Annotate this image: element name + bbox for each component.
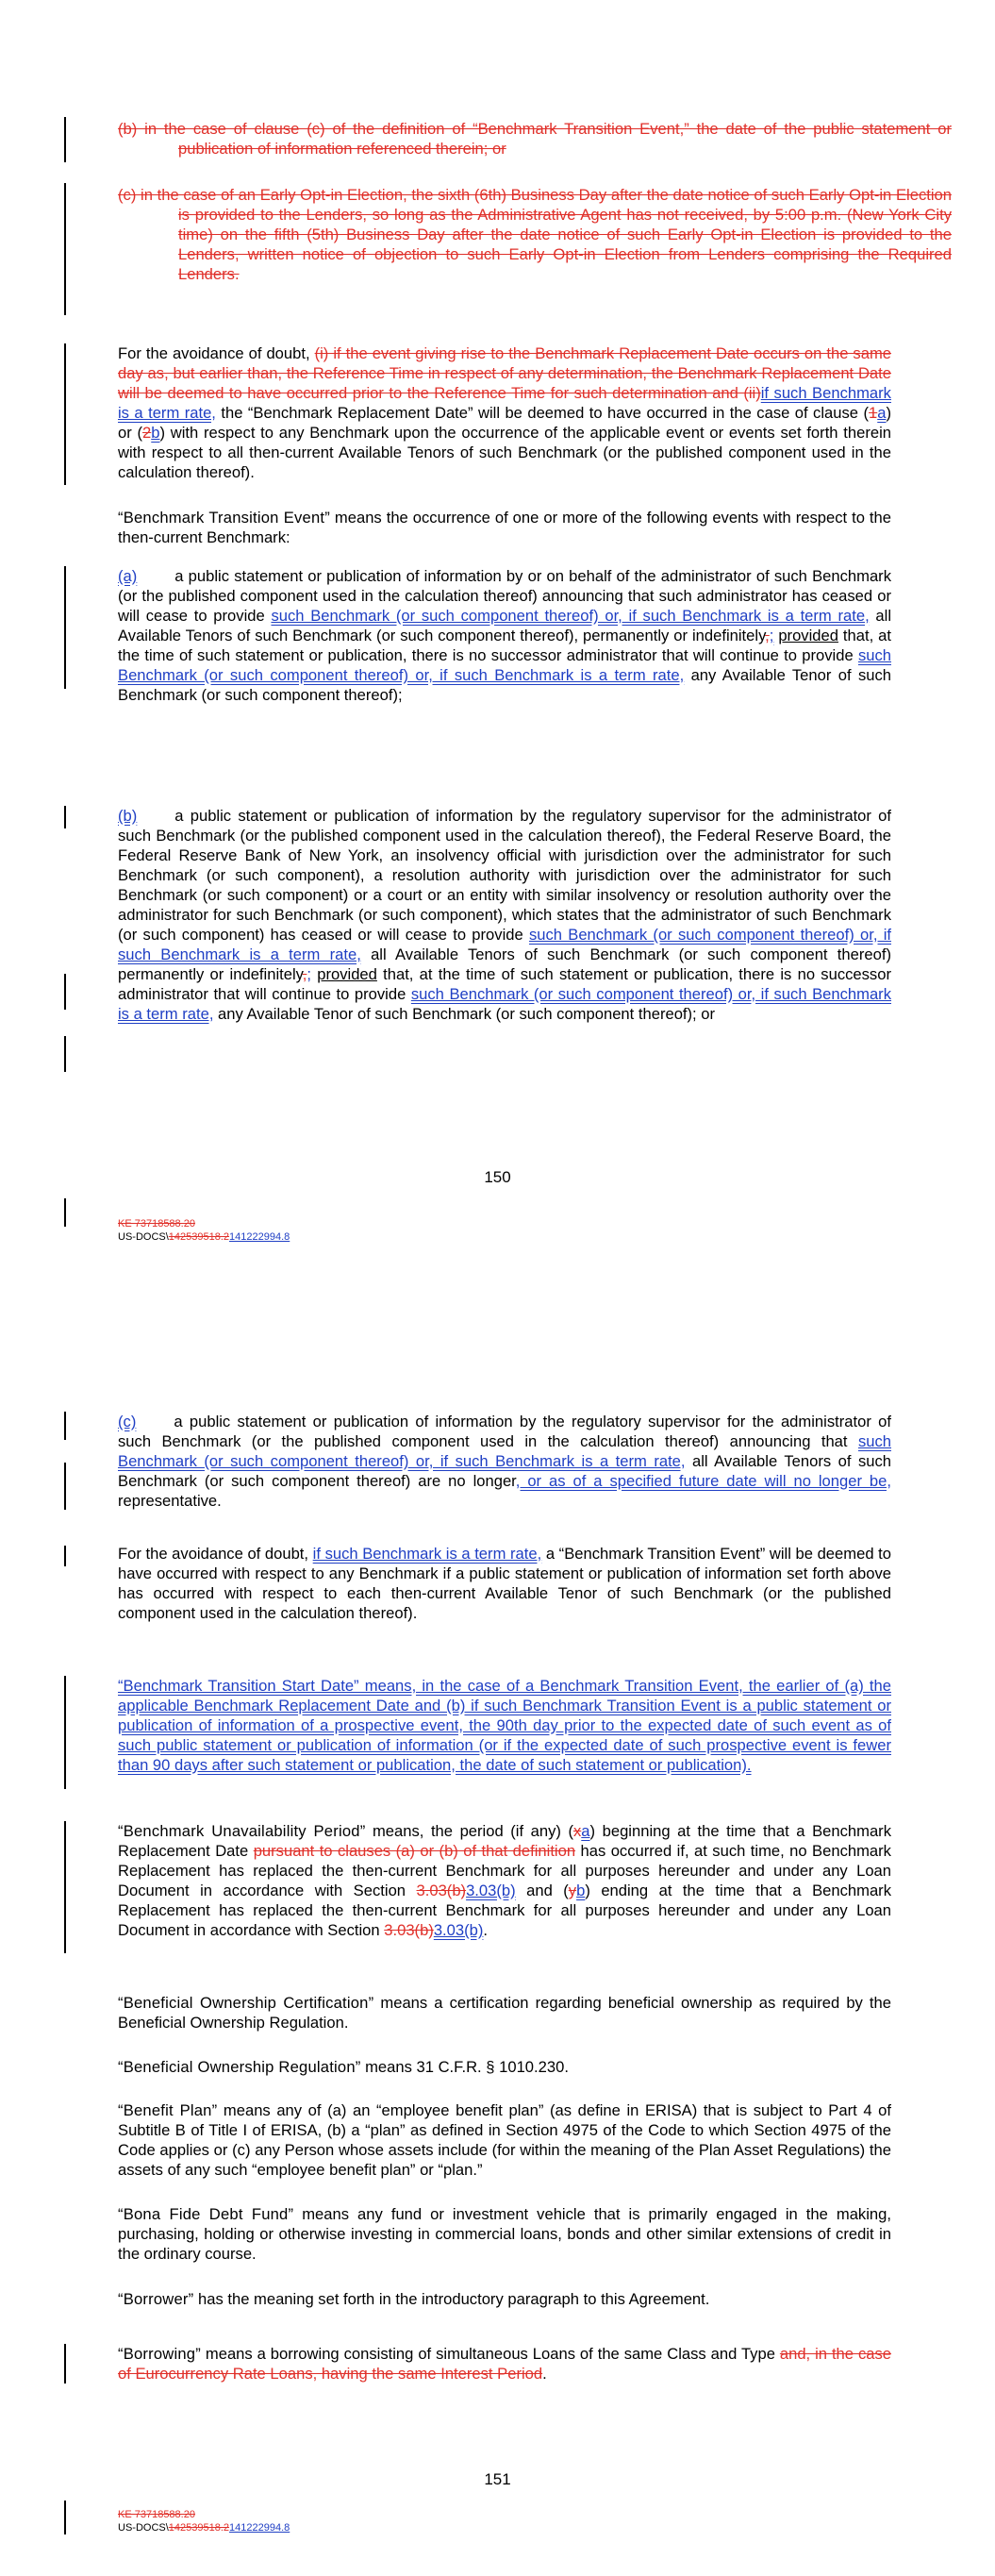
- document-footer: KE 73718588.20 US-DOCS\142539518.2141222994.8: [118, 1218, 290, 1243]
- deleted-clause-c: (c) in the case of an Early Opt-in Election, the sixth (6th) Business Day after the date notice of such Early Opt-in Election is provided to the Lenders, so long as the Administrative Agent has not received, by 5:00 p.m. (New York City time) on the fifth (5th) Business Day after the date notice of such Early Opt-in Election is provided to the Lenders, written notice of objection to such Early Opt-in Election from Lenders comprising the Required Lenders.: [118, 186, 952, 283]
- definition-benchmark-unavailability-period: “Benchmark Unavailability Period” means, the period (if any) (xa) beginning at the time that a Benchmark Replacement Date pursuant to clauses (a) or (b) of that definition has occurred if, at such time, no Benchmark Replacement has replaced the then-current Benchmark for all purposes hereunder and under any Loan Document in accordance with Section 3.03(b)3.03(b) and (yb) ending at the time that a Benchmark Replacement has replaced the then-current Benchmark for all purposes hereunder and under any Loan Document in accordance with Section 3.03(b)3.03(b).: [118, 1822, 892, 1939]
- page-number: 150: [484, 1168, 511, 1186]
- change-bar: [64, 806, 66, 828]
- clause-c: (c) a public statement or publication of information by the regulatory supervisor for the administrator of such Benchmark (or the published component used in the calculation thereof) announcing that such Benchmark (or such component thereof) or, if such Benchmark is a term rate, all Available Tenors of such Benchmark (or such component thereof) are no longer, or as of a specified future date will no longer be, representative.: [118, 1413, 892, 1510]
- change-bar: [64, 1463, 66, 1510]
- clause-a: (a) a public statement or publication of information by or on behalf of the administrator of such Benchmark (or the published component used in the calculation thereof) announcing that such administrator has ceased or will cease to provide such Benchmark (or such component thereof) or, if such Benchmark is a term rate, all Available Tenors of such Benchmark (or such component thereof), permanently or indefinitely,; provided that, at the time of such statement or publication, there is no successor administrator that will continue to provide such Benchmark (or such component thereof) or, if such Benchmark is a term rate, any Available Tenor of such Benchmark (or such component thereof);: [118, 567, 892, 704]
- avoidance-paragraph-2: For the avoidance of doubt, if such Benchmark is a term rate, a “Benchmark Transition Event” will be deemed to have occurred with respect to any Benchmark if a public statement or publication of information set forth above has occurred with respect to each then-current Available Tenor of such Benchmark (or the published component used in the calculation thereof).: [118, 1545, 891, 1622]
- definition-borrower: “Borrower” has the meaning set forth in the introductory paragraph to this Agreement.: [118, 2290, 710, 2308]
- page-151: [0, 1359, 995, 2576]
- clause-b: (b) a public statement or publication of information by the regulatory supervisor for the administrator of such Benchmark (or the published component used in the calculation thereof), the Federal Reserve Board, the Federal Reserve Bank of New York, an insolvency official with jurisdiction over the administrator for such Benchmark (or such component), a resolution authority with jurisdiction over the administrator for such Benchmark (or such component) or a court or an entity with similar insolvency or resolution authority over the administrator for such Benchmark (or such component), which states that the administrator of such Benchmark (or such component) has ceased or will cease to provide such Benchmark (or such component thereof) or, if such Benchmark is a term rate, all Available Tenors of such Benchmark (or such component thereof) permanently or indefinitely,; provided that, at the time of such statement or publication, there is no successor administrator that will continue to provide such Benchmark (or such component thereof) or, if such Benchmark is a term rate, any Available Tenor of such Benchmark (or such component thereof); or: [118, 807, 892, 1023]
- change-bar: [64, 117, 66, 162]
- change-bar: [64, 1821, 66, 1953]
- definition-beneficial-ownership-certification: “Beneficial Ownership Certification” means a certification regarding beneficial ownership as required by the Beneficial Ownership Regulation.: [118, 1994, 891, 2032]
- change-bar: [64, 2501, 66, 2534]
- change-bar: [64, 1412, 66, 1440]
- definition-bona-fide-debt-fund: “Bona Fide Debt Fund” means any fund or investment vehicle that is primarily engaged in the making, purchasing, holding or otherwise investing in commercial loans, bonds and other similar extensions of credit in the ordinary course.: [118, 2205, 891, 2263]
- change-bar: [64, 1198, 66, 1227]
- change-bar: [64, 183, 66, 315]
- change-bar: [64, 1676, 66, 1789]
- change-bar: [64, 1036, 66, 1072]
- change-bar: [64, 1546, 66, 1566]
- page-number: 151: [484, 2470, 511, 2488]
- deleted-clause-b: (b) in the case of clause (c) of the definition of “Benchmark Transition Event,” the date of the public statement or publication of information referenced therein; or: [118, 120, 952, 158]
- document-footer: KE 73718588.20 US-DOCS\142539518.2141222994.8: [118, 2509, 290, 2534]
- definition-borrowing: “Borrowing” means a borrowing consisting of simultaneous Loans of the same Class and Type and, in the case of Eurocurrency Rate Loans, having the same Interest Period.: [118, 2345, 892, 2383]
- change-bar: [64, 566, 66, 689]
- definition-beneficial-ownership-regulation: “Beneficial Ownership Regulation” means 31 C.F.R. § 1010.230.: [118, 2058, 569, 2076]
- definition-benefit-plan: “Benefit Plan” means any of (a) an “employee benefit plan” (as define in ERISA) that is subject to Part 4 of Subtitle B of Title I of ERISA, (b) a “plan” as defined in Section 4975 of the Code to which Section 4975 of the Code applies or (c) any Person whose assets include (for within the meaning of the Plan Asset Regulations) the assets of any such “employee benefit plan” or “plan.”: [118, 2101, 891, 2179]
- definition-benchmark-transition-start-date: “Benchmark Transition Start Date” means, in the case of a Benchmark Transition Event, the earlier of (a) the applicable Benchmark Replacement Date and (b) if such Benchmark Transition Event is a public statement or publication of information of a prospective event, the 90th day prior to the expected date of such event as of such public statement or publication of information (or if the expected date of such prospective event is fewer than 90 days after such statement or publication, the date of such statement or publication).: [118, 1677, 891, 1774]
- definition-benchmark-transition-event: “Benchmark Transition Event” means the occurrence of one or more of the following events with respect to the then-current Benchmark:: [118, 509, 891, 546]
- change-bar: [64, 2344, 66, 2384]
- avoidance-paragraph: For the avoidance of doubt, (i) if the event giving rise to the Benchmark Replacement Date occurs on the same day as, but earlier than, the Reference Time in respect of any determination, the Benchmark Replacement Date will be deemed to have occurred prior to the Reference Time for such determination and (ii)if such Benchmark is a term rate, the “Benchmark Replacement Date” will be deemed to have occurred in the case of clause (1a) or (2b) with respect to any Benchmark upon the occurrence of the applicable event or events set forth therein with respect to all then-current Available Tenors of such Benchmark (or the published component used in the calculation thereof).: [118, 344, 892, 481]
- change-bar: [64, 974, 66, 1010]
- change-bar: [64, 343, 66, 485]
